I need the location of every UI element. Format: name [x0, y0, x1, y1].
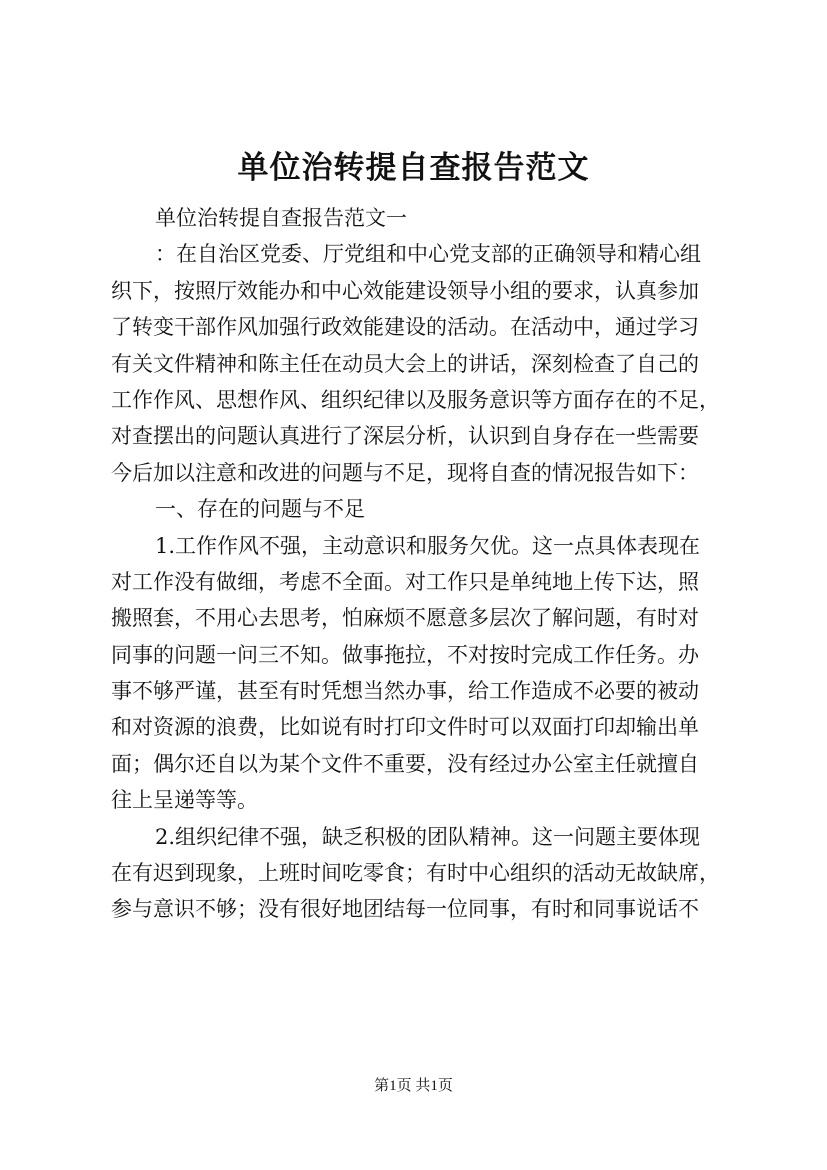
paragraph-line: 对工作没有做细，考虑不全面。对工作只是单纯地上传下达，照 — [111, 569, 699, 594]
paragraph-line: 今后加以注意和改进的问题与不足，现将自查的情况报告如下： — [111, 460, 699, 485]
paragraph-line: 工作作风、思想作风、组织纪律以及服务意识等方面存在的不足， — [111, 387, 720, 412]
paragraph-line: 往上呈递等等。 — [111, 788, 258, 813]
section-heading: 一、存在的问题与不足 — [155, 497, 365, 522]
paragraph-line: 面；偶尔还自以为某个文件不重要，没有经过办公室主任就擅自 — [111, 751, 699, 776]
document-body — [111, 200, 737, 928]
paragraph-line: 和对资源的浪费，比如说有时打印文件时可以双面打印却输出单 — [111, 715, 699, 740]
paragraph-line: 有关文件精神和陈主任在动员大会上的讲话，深刻检查了自己的 — [111, 351, 699, 376]
paragraph-line: 搬照套，不用心去思考，怕麻烦不愿意多层次了解问题，有时对 — [111, 606, 699, 631]
subtitle-line: 单位治转提自查报告范文一 — [155, 206, 407, 230]
paragraph-line: ：在自治区党委、厅党组和中心党支部的正确领导和精心组 — [155, 242, 701, 267]
paragraph-line: 参与意识不够；没有很好地团结每一位同事，有时和同事说话不 — [111, 897, 699, 922]
paragraph-line: 同事的问题一问三不知。做事拖拉，不对按时完成工作任务。办 — [111, 642, 699, 667]
paragraph-line: 在有迟到现象，上班时间吃零食；有时中心组织的活动无故缺席， — [111, 861, 720, 886]
document-title: 单位治转提自查报告范文 — [237, 150, 590, 186]
paragraph-line: 2.组织纪律不强，缺乏积极的团队精神。这一问题主要体现 — [155, 824, 701, 849]
paragraph-line: 了转变干部作风加强行政效能建设的活动。在活动中，通过学习 — [111, 315, 699, 340]
paragraph-line: 1.工作作风不强，主动意识和服务欠优。这一点具体表现在 — [155, 533, 701, 558]
page-footer: 第1页 共1页 — [374, 1078, 453, 1094]
paragraph-line: 事不够严谨，甚至有时凭想当然办事，给工作造成不必要的被动 — [111, 679, 699, 704]
paragraph-line: 织下，按照厅效能办和中心效能建设领导小组的要求，认真参加 — [111, 278, 699, 303]
paragraph-line: 对查摆出的问题认真进行了深层分析，认识到自身存在一些需要 — [111, 424, 699, 449]
